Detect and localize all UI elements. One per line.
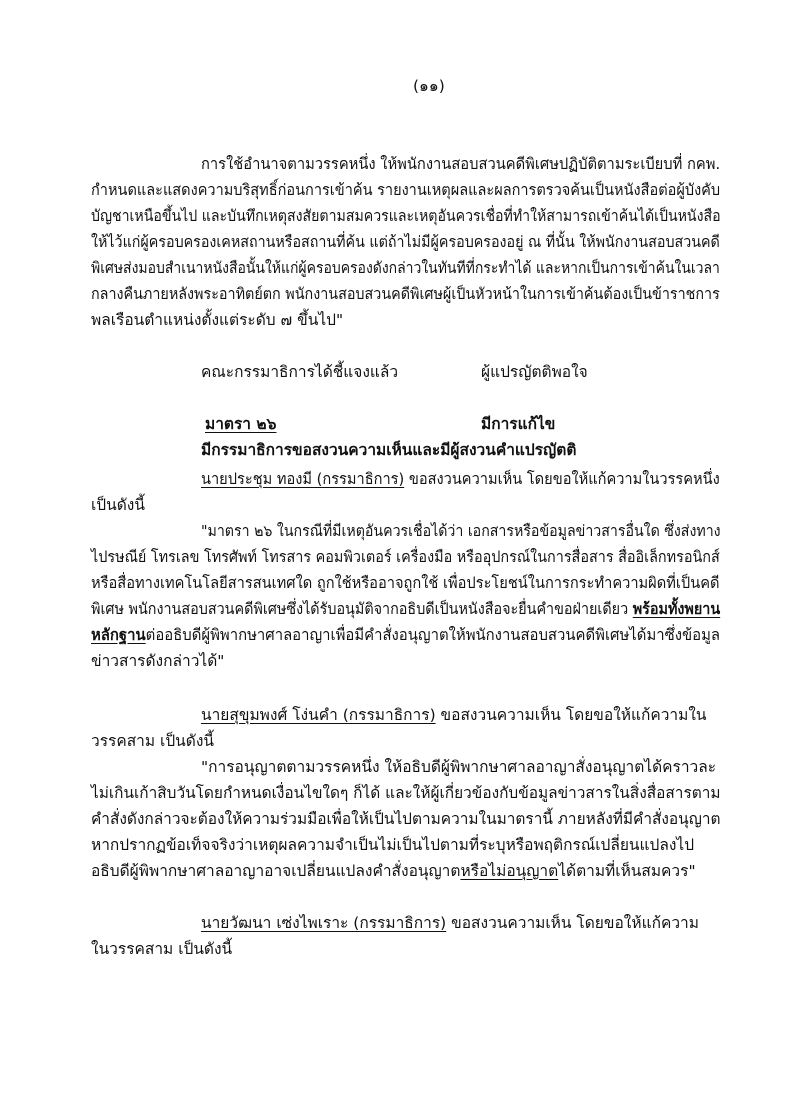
- member1-quote-6: ข่าวสารดังกล่าวได้": [91, 652, 225, 670]
- member1-quote-5-text: ต่ออธิบดีผู้พิพากษาศาลอาญาเพื่อมีคำสั่งอนุญาตให้พนักงานสอบสวนคดีพิเศษได้มาซึ่งข้อมูล: [145, 626, 721, 644]
- clarify-right: ผู้แปรญัตติพอใจ: [481, 363, 588, 381]
- member2-name: นายสุขุมพงศ์ โง่นคำ (กรรมาธิการ): [201, 706, 436, 724]
- member1-quote-3: หรือสื่อทางเทคโนโลยีสารสนเทศใด ถูกใช้หรืออาจถูกใช้ เพื่อประโยชน์ในการกระทำความผิดที่เป็นคดี: [91, 574, 720, 592]
- member3-line: [201, 913, 699, 933]
- member1-quote-4-amend: พร้อมทั้งพยาน: [632, 600, 721, 618]
- member3-name: นายวัฒนา เซ่งไพเราะ (กรรมาธิการ): [201, 914, 447, 932]
- member2-quote-2: ไม่เกินเก้าสิบวันโดยกำหนดเงื่อนไขใดๆ ก็ได้ และให้ผู้เกี่ยวข้องกับข้อมูลข่าวสารในสิ่งสื่อสารตาม: [91, 784, 721, 802]
- member3-cont: ในวรรคสาม เป็นดังนี้: [91, 940, 233, 958]
- section-status: มีการแก้ไข: [481, 415, 556, 433]
- member3-text: ขอสงวนความเห็น โดยขอให้แก้ความ: [446, 914, 699, 932]
- para1-line-4: ให้ไว้แก่ผู้ครอบครองเคหสถานหรือสถานที่ค้น แต่ถ้าไม่มีผู้ครอบครองอยู่ ณ ที่นั้น ให้พนักงานสอบสวนคดี: [91, 233, 720, 251]
- member1-line: [201, 469, 720, 489]
- section-title: มาตรา ๒๖: [205, 415, 277, 433]
- member1-text: ขอสงวนความเห็น โดยขอให้แก้ความในวรรคหนึ่ง: [404, 470, 720, 488]
- member2-cont: วรรคสาม เป็นดังนี้: [91, 732, 214, 750]
- member1-quote-4-text: พิเศษ พนักงานสอบสวนคดีพิเศษซึ่งได้รับอนุมัติจากอธิบดีเป็นหนังสือจะยื่นคำขอฝ่ายเดียว: [91, 600, 633, 618]
- member2-quote-4: หากปรากฏข้อเท็จจริงว่าเหตุผลความจำเป็นไม่เป็นไปตามที่ระบุหรือพฤติกรณ์เปลี่ยนแปลงไป: [91, 836, 695, 854]
- para1-line-7: พลเรือนตำแหน่งตั้งแต่ระดับ ๗ ขึ้นไป": [91, 311, 344, 329]
- member2-quote-5-amend: หรือไม่อนุญาต: [460, 862, 559, 880]
- page-number: (๑๑): [413, 77, 445, 95]
- member1-quote-1: "มาตรา ๒๖ ในกรณีที่มีเหตุอันควรเชื่อได้ว่า เอกสารหรือข้อมูลข่าวสารอื่นใด ซึ่งส่งทาง: [201, 522, 721, 540]
- member2-text: ขอสงวนความเห็น โดยขอให้แก้ความใน: [435, 706, 707, 724]
- member2-quote-5: [91, 861, 696, 881]
- para1-line-2: กำหนดและแสดงความบริสุทธิ์ก่อนการเข้าค้น รายงานเหตุผลและผลการตรวจค้นเป็นหนังสือต่อผู้บังคับ: [91, 181, 721, 199]
- member2-quote-3: คำสั่งดังกล่าวจะต้องให้ความร่วมมือเพื่อให้เป็นไปตามความในมาตรานี้ ภายหลังที่มีคำสั่งอนุญาต: [91, 810, 721, 828]
- member1-quote-5-amend: หลักฐาน: [91, 626, 146, 644]
- section-subtitle: มีกรรมาธิการขอสงวนความเห็นและมีผู้สงวนคำแปรญัตติ: [201, 441, 577, 459]
- member1-cont: เป็นดังนี้: [91, 496, 145, 514]
- clarify-left: คณะกรรมาธิการได้ชี้แจงแล้ว: [201, 363, 399, 381]
- para1-line-6: กลางคืนภายหลังพระอาทิตย์ตก พนักงานสอบสวนคดีพิเศษผู้เป็นหัวหน้าในการเข้าค้นต้องเป็นข้าราชการ: [91, 285, 720, 303]
- para1-line-5: พิเศษส่งมอบสำเนาหนังสือนั้นให้แก่ผู้ครอบครองดังกล่าวในทันทีที่กระทำได้ และหากเป็นการเข้าค้นในเวลา: [91, 259, 720, 277]
- member1-quote-5: [91, 625, 720, 645]
- para1-line-3: บัญชาเหนือขึ้นไป และบันทึกเหตุสงสัยตามสมควรและเหตุอันควรเชื่อที่ทำให้สามารถเข้าค้นได้เป็นหนังสือ: [91, 207, 721, 225]
- member2-quote-1: "การอนุญาตตามวรรคหนึ่ง ให้อธิบดีผู้พิพากษาศาลอาญาสั่งอนุญาตได้คราวละ: [201, 758, 717, 776]
- member2-line: [201, 705, 707, 725]
- member1-quote-2: ไปรษณีย์ โทรเลข โทรศัพท์ โทรสาร คอมพิวเตอร์ เครื่องมือ หรืออุปกรณ์ในการสื่อสาร สื่ออิเล็กทรอนิกส์: [91, 548, 720, 566]
- member1-quote-4: [91, 599, 720, 619]
- member2-quote-5-text: อธิบดีผู้พิพากษาศาลอาญาอาจเปลี่ยนแปลงคำสั่งอนุญาต: [91, 862, 461, 880]
- member1-name: นายประชุม ทองมี (กรรมาธิการ): [201, 470, 405, 488]
- para1-line-1: การใช้อำนาจตามวรรคหนึ่ง ให้พนักงานสอบสวนคดีพิเศษปฏิบัติตามระเบียบที่ กคพ.: [201, 155, 721, 173]
- member2-quote-5-tail: ได้ตามที่เห็นสมควร": [558, 862, 696, 880]
